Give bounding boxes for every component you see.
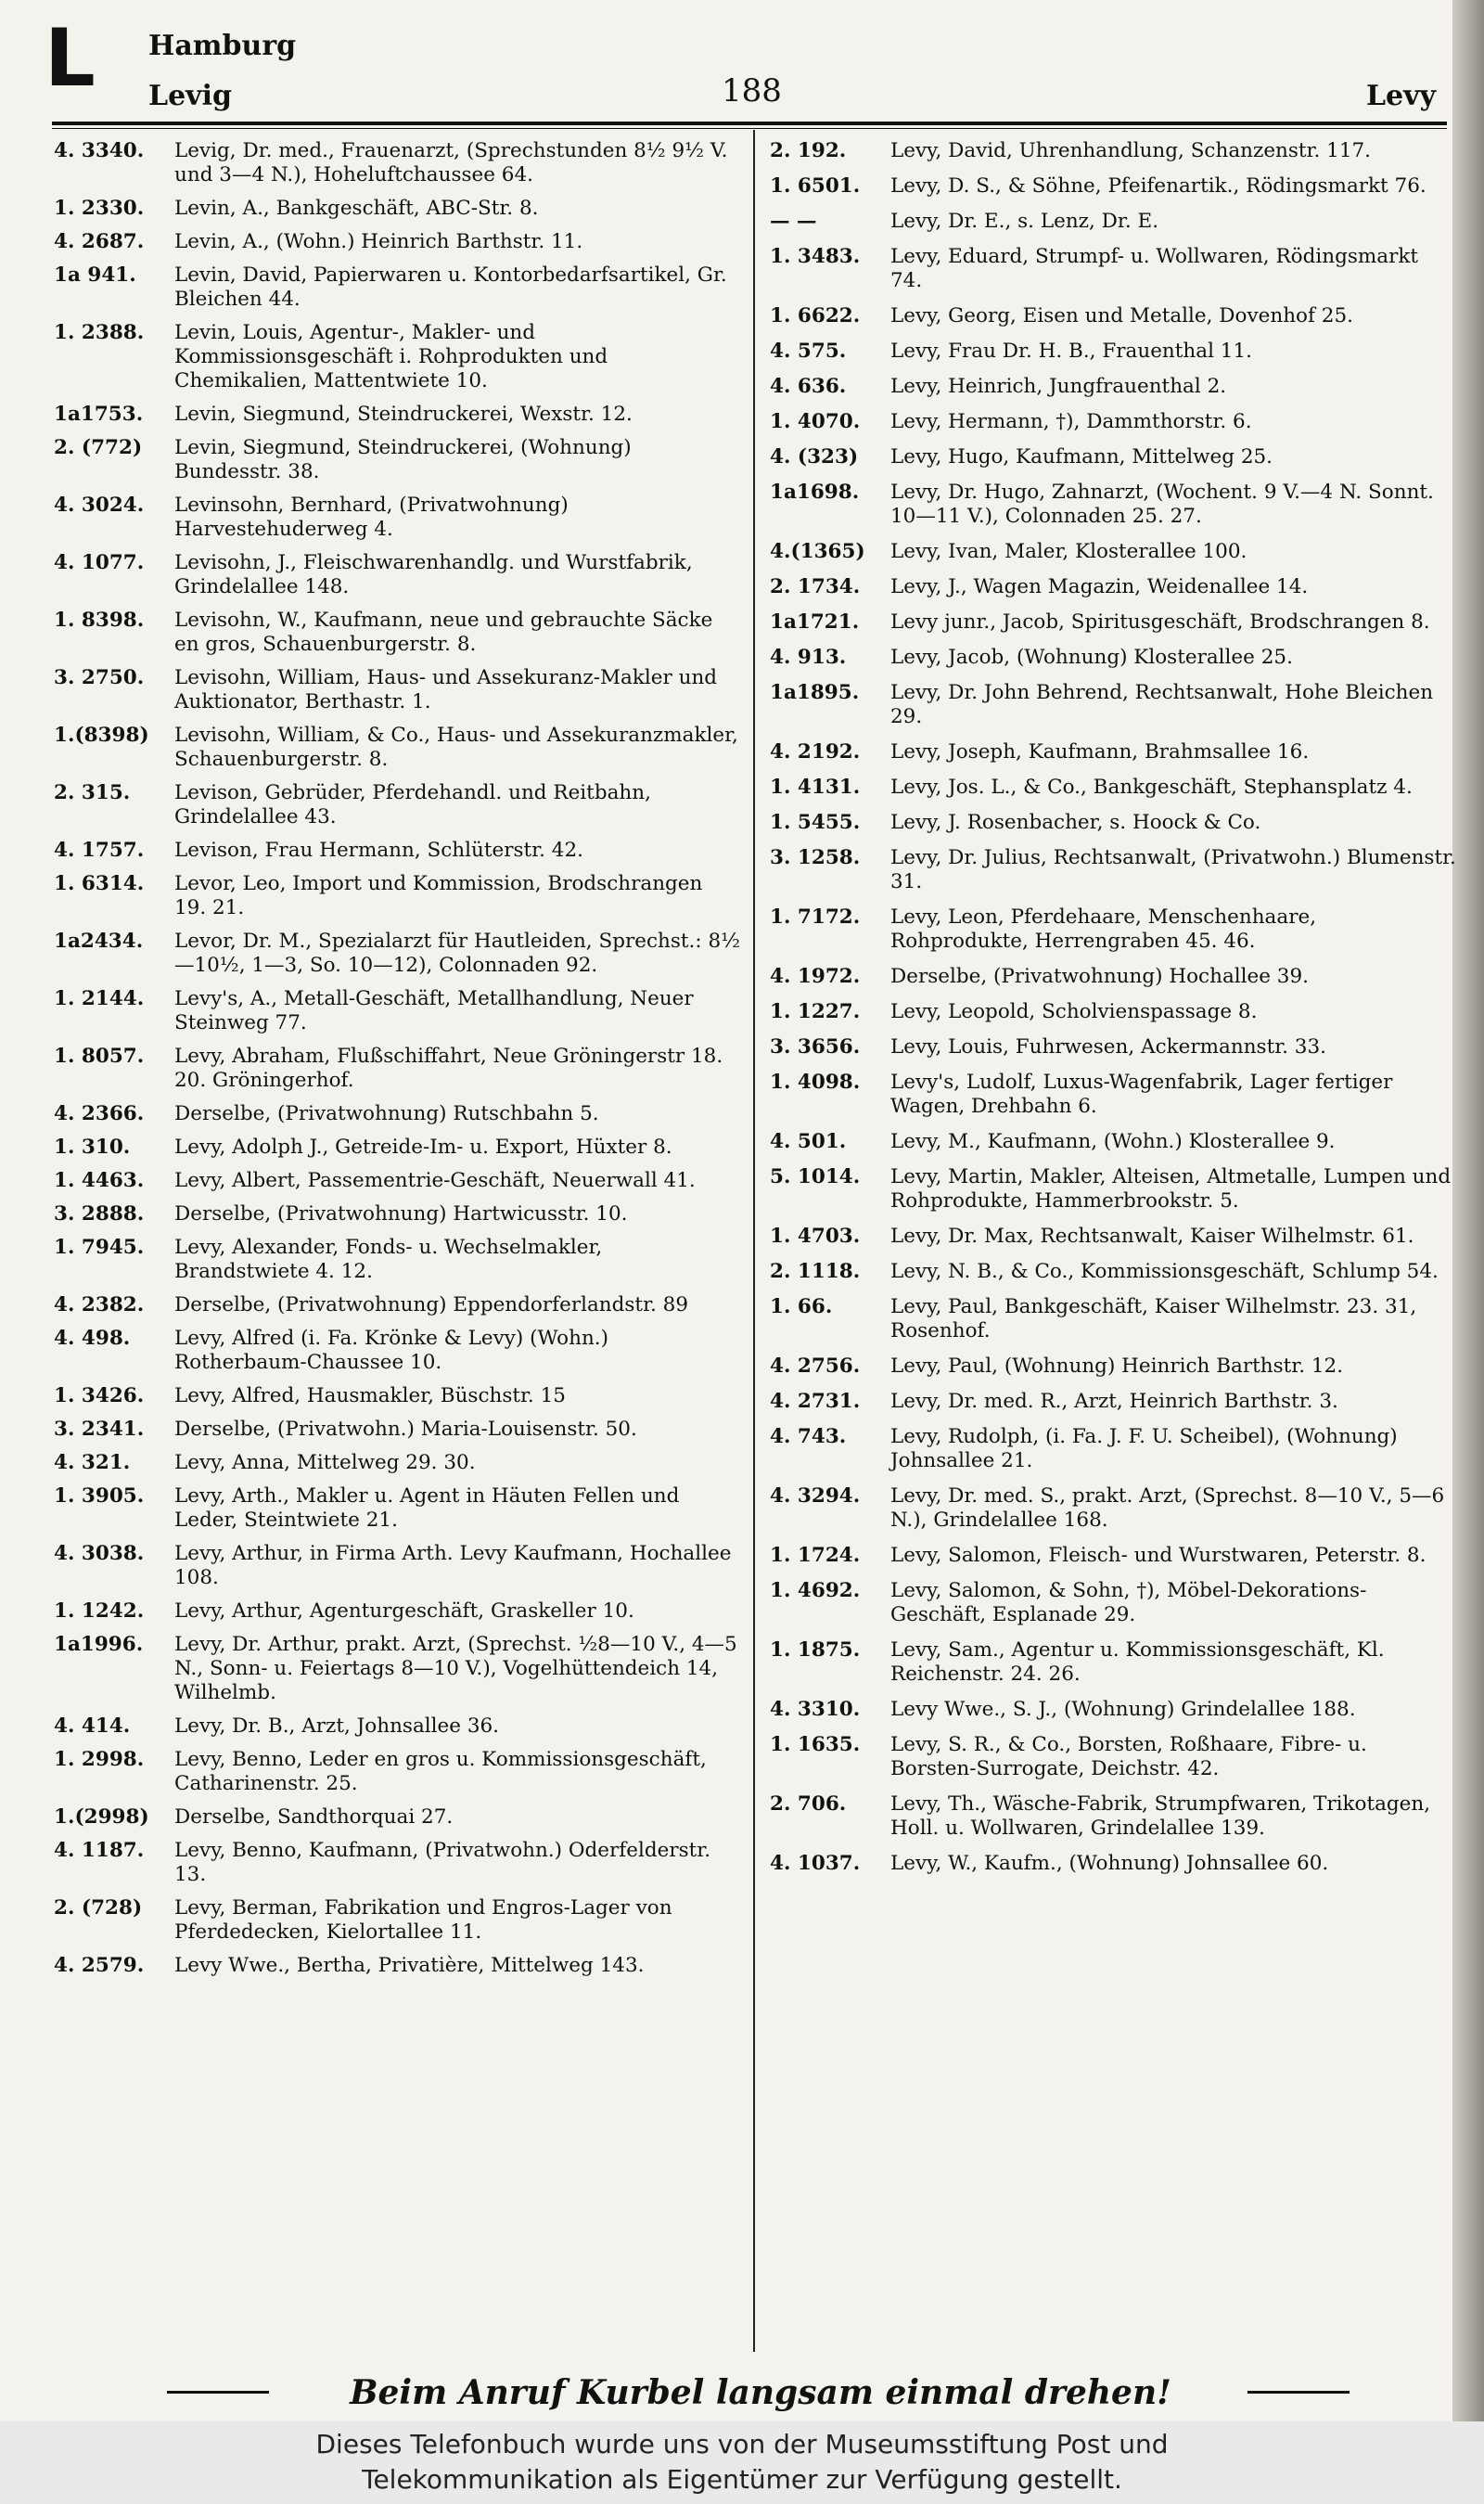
phone-number: 1. 2330. bbox=[54, 197, 145, 220]
phone-number: 3. 2888. bbox=[54, 1202, 145, 1226]
directory-entry bbox=[54, 839, 740, 863]
directory-entry bbox=[54, 1451, 740, 1475]
phone-number: 4. 2192. bbox=[770, 740, 861, 764]
directory-entry bbox=[54, 551, 740, 599]
entry-text: Levy, Arth., Makler u. Agent in Häuten Fellen und Leder, Steintwiete 21. bbox=[174, 1484, 680, 1532]
entry-text: Levin, A., Bankgeschäft, ABC-Str. 8. bbox=[174, 197, 539, 220]
entry-text: Levy, Eduard, Strumpf- u. Wollwaren, Rödingsmarkt 74. bbox=[890, 245, 1419, 292]
phone-number: 1. 1875. bbox=[770, 1638, 861, 1662]
entry-text: Levisohn, J., Fleischwarenhandlg. und Wurstfabrik, Grindelallee 148. bbox=[174, 551, 693, 598]
footer-rule-right bbox=[1247, 2391, 1350, 2394]
directory-entry bbox=[770, 1544, 1456, 1568]
entry-text: Levy, Dr. E., s. Lenz, Dr. E. bbox=[890, 210, 1159, 233]
entry-text: Levy, Alfred (i. Fa. Krönke & Levy) (Wohn.) Rotherbaum-Chaussee 10. bbox=[174, 1327, 609, 1374]
phone-number: 1. 6622. bbox=[770, 304, 861, 327]
entry-text: Levy, Dr. Hugo, Zahnarzt, (Wochent. 9 V.—4 N. Sonnt. 10—11 V.), Colonnaden 25. 27. bbox=[890, 481, 1434, 528]
entry-text: Derselbe, (Privatwohn.) Maria-Louisenstr. 50. bbox=[174, 1418, 637, 1441]
directory-entry bbox=[54, 1484, 740, 1533]
phone-number: 4. 1077. bbox=[54, 551, 145, 574]
directory-entry bbox=[770, 445, 1456, 469]
entry-text: Levy, M., Kaufmann, (Wohn.) Klosterallee 9. bbox=[890, 1130, 1336, 1153]
phone-number: 4. 498. bbox=[54, 1327, 131, 1350]
entry-text: Levy, Dr. med. S., prakt. Arzt, (Sprechst. 8—10 V., 5—6 N.), Grindelallee 168. bbox=[890, 1484, 1445, 1532]
phone-number: 1a1895. bbox=[770, 681, 860, 704]
entry-text: Levy, Dr. Max, Rechtsanwalt, Kaiser Wilhelmstr. 61. bbox=[890, 1225, 1414, 1248]
entry-text: Levy, Arthur, Agenturgeschäft, Graskeller 10. bbox=[174, 1599, 634, 1623]
directory-entry bbox=[54, 139, 740, 187]
phone-number: 1a1721. bbox=[770, 610, 860, 634]
phone-number: 1. 3905. bbox=[54, 1484, 145, 1508]
phone-number: 1. 4070. bbox=[770, 410, 861, 433]
entry-text: Levy Wwe., Bertha, Privatière, Mittelweg 143. bbox=[174, 1954, 645, 1977]
phone-number: 1. 3483. bbox=[770, 245, 861, 268]
entry-text: Levy, Alexander, Fonds- u. Wechselmakler, Brandstwiete 4. 12. bbox=[174, 1236, 603, 1283]
phone-number: 4. 2382. bbox=[54, 1293, 145, 1316]
entry-text: Levy, J. Rosenbacher, s. Hoock & Co. bbox=[890, 811, 1261, 834]
directory-entry bbox=[54, 436, 740, 484]
directory-entry bbox=[770, 610, 1456, 635]
phone-number: 4. 1972. bbox=[770, 965, 861, 988]
directory-entry bbox=[54, 724, 740, 772]
phone-number: 4. 575. bbox=[770, 340, 847, 363]
directory-entry bbox=[770, 811, 1456, 835]
phone-number: 1. 4703. bbox=[770, 1225, 861, 1248]
phone-number: 1.(8398) bbox=[54, 724, 149, 747]
entry-text: Levy, Martin, Makler, Alteisen, Altmetalle, Lumpen und Rohprodukte, Hammerbrookstr. 5. bbox=[890, 1165, 1452, 1213]
phone-number: 1. 4692. bbox=[770, 1579, 861, 1602]
page-number: 188 bbox=[722, 72, 782, 109]
notice-line-1: Dieses Telefonbuch wurde uns von der Museumsstiftung Post und bbox=[315, 2429, 1169, 2459]
directory-entry bbox=[54, 609, 740, 657]
phone-number: 4. 3310. bbox=[770, 1698, 861, 1721]
phone-number: 1. 8398. bbox=[54, 609, 145, 632]
directory-entry bbox=[54, 1714, 740, 1739]
entry-text: Levisohn, William, & Co., Haus- und Assekuranzmakler, Schauenburgerstr. 8. bbox=[174, 724, 738, 771]
entry-text: Levy Wwe., S. J., (Wohnung) Grindelallee 188. bbox=[890, 1698, 1356, 1721]
directory-entry bbox=[54, 1136, 740, 1160]
directory-entry bbox=[770, 174, 1456, 199]
directory-entry bbox=[54, 781, 740, 829]
entry-text: Levy, Dr. Julius, Rechtsanwalt, (Privatwohn.) Blumenstr. 31. bbox=[890, 846, 1456, 893]
directory-entry bbox=[54, 1169, 740, 1193]
entry-text: Levy, W., Kaufm., (Wohnung) Johnsallee 60. bbox=[890, 1852, 1329, 1875]
entry-text: Levy, Jacob, (Wohnung) Klosterallee 25. bbox=[890, 646, 1293, 669]
phone-number: 3. 2750. bbox=[54, 666, 145, 689]
entry-text: Levy, Salomon, Fleisch- und Wurstwaren, Peterstr. 8. bbox=[890, 1544, 1426, 1567]
phone-number: 2. (772) bbox=[54, 436, 143, 459]
entry-text: Levy, Albert, Passementrie-Geschäft, Neuerwall 41. bbox=[174, 1169, 696, 1192]
phone-number: 2. 315. bbox=[54, 781, 131, 804]
entry-text: Levison, Gebrüder, Pferdehandl. und Reitbahn, Grindelallee 43. bbox=[174, 781, 651, 828]
ownership-notice bbox=[0, 2421, 1484, 2504]
phone-number: — — bbox=[770, 210, 817, 233]
directory-entry bbox=[770, 1698, 1456, 1722]
entry-text: Derselbe, Sandthorquai 27. bbox=[174, 1805, 454, 1829]
entry-text: Levison, Frau Hermann, Schlüterstr. 42. bbox=[174, 839, 583, 862]
page-edge-shadow bbox=[1452, 0, 1484, 2421]
phone-number: 1a 941. bbox=[54, 263, 136, 287]
phone-number: 1a1996. bbox=[54, 1633, 144, 1656]
entry-text: Levy, N. B., & Co., Kommissionsgeschäft, Schlump 54. bbox=[890, 1260, 1439, 1283]
phone-number: 1. 1227. bbox=[770, 1000, 861, 1023]
entry-text: Levisohn, William, Haus- und Assekuranz-Makler und Auktionator, Berthastr. 1. bbox=[174, 666, 718, 713]
phone-number: 1. 1724. bbox=[770, 1544, 861, 1567]
entry-text: Levin, Louis, Agentur-, Makler- und Kommissionsgeschäft i. Rohprodukten und Chemikalien, Mattentwiete 10. bbox=[174, 321, 608, 392]
entry-text: Levy's, A., Metall-Geschäft, Metallhandlung, Neuer Steinweg 77. bbox=[174, 987, 694, 1034]
phone-number: 1. 7945. bbox=[54, 1236, 145, 1259]
phone-number: 4. 3340. bbox=[54, 139, 145, 162]
entry-text: Levy, Hugo, Kaufmann, Mittelweg 25. bbox=[890, 445, 1273, 469]
directory-entry bbox=[770, 304, 1456, 328]
directory-entry bbox=[54, 1102, 740, 1126]
phone-number: 4. 2731. bbox=[770, 1390, 861, 1413]
directory-entry bbox=[54, 1896, 740, 1945]
directory-entry bbox=[770, 1260, 1456, 1284]
phone-number: 1. 1242. bbox=[54, 1599, 145, 1623]
entry-text: Levy, Adolph J., Getreide-Im- u. Export, Hüxter 8. bbox=[174, 1136, 672, 1159]
directory-entry bbox=[770, 1425, 1456, 1473]
phone-number: 1. 8057. bbox=[54, 1045, 145, 1068]
phone-number: 2. 1734. bbox=[770, 575, 861, 598]
directory-entry bbox=[54, 230, 740, 254]
header-rule bbox=[52, 122, 1447, 125]
phone-number: 4. 2687. bbox=[54, 230, 145, 253]
phone-number: 1. 4098. bbox=[770, 1071, 861, 1094]
phone-number: 4.(1365) bbox=[770, 540, 865, 563]
entry-text: Levy, Frau Dr. H. B., Frauenthal 11. bbox=[890, 340, 1252, 363]
directory-entry bbox=[770, 1295, 1456, 1343]
phone-number: 4. 913. bbox=[770, 646, 847, 669]
phone-number: 5. 1014. bbox=[770, 1165, 861, 1188]
notice-line-2: Telekommunikation als Eigentümer zur Verfügung gestellt. bbox=[362, 2464, 1122, 2495]
directory-entry bbox=[770, 540, 1456, 564]
phone-number: 2. 192. bbox=[770, 139, 847, 162]
phone-number: 4. 321. bbox=[54, 1451, 131, 1474]
entry-text: Levy, Anna, Mittelweg 29. 30. bbox=[174, 1451, 476, 1474]
directory-entry bbox=[54, 1954, 740, 1978]
phone-number: 4. 414. bbox=[54, 1714, 131, 1738]
entry-text: Levy, Jos. L., & Co., Bankgeschäft, Stephansplatz 4. bbox=[890, 776, 1413, 799]
entry-text: Levy, Benno, Leder en gros u. Kommissionsgeschäft, Catharinenstr. 25. bbox=[174, 1748, 707, 1795]
entry-text: Levy, S. R., & Co., Borsten, Roßhaare, Fibre- u. Borsten-Surrogate, Deichstr. 42. bbox=[890, 1733, 1367, 1780]
directory-entry bbox=[54, 1418, 740, 1442]
phone-number: 4. 3024. bbox=[54, 494, 145, 517]
directory-entry bbox=[770, 481, 1456, 529]
phone-number: 4. 1757. bbox=[54, 839, 145, 862]
phone-number: 1. 3426. bbox=[54, 1384, 145, 1407]
phone-number: 4. 1037. bbox=[770, 1852, 861, 1875]
entry-text: Levy, Abraham, Flußschiffahrt, Neue Gröningerstr 18. 20. Gröningerhof. bbox=[174, 1045, 723, 1092]
phone-number: 1. 4131. bbox=[770, 776, 861, 799]
directory-entry bbox=[54, 197, 740, 221]
phone-number: 4. 2366. bbox=[54, 1102, 145, 1125]
phone-number: 2. 706. bbox=[770, 1792, 847, 1816]
entry-text: Levy, Berman, Fabrikation und Engros-Lager von Pferdedecken, Kielortallee 11. bbox=[174, 1896, 672, 1944]
entry-text: Levisohn, W., Kaufmann, neue und gebrauchte Säcke en gros, Schauenburgerstr. 8. bbox=[174, 609, 713, 656]
directory-entry bbox=[770, 1130, 1456, 1154]
directory-entry bbox=[54, 494, 740, 542]
phone-number: 2. (728) bbox=[54, 1896, 143, 1920]
entry-text: Derselbe, (Privatwohnung) Hartwicusstr. 10. bbox=[174, 1202, 628, 1226]
directory-entry bbox=[770, 245, 1456, 293]
entry-text: Levor, Dr. M., Spezialarzt für Hautleiden, Sprechst.: 8½—10½, 1—3, So. 10—12), Colonnaden 92. bbox=[174, 930, 740, 977]
entry-text: Levinsohn, Bernhard, (Privatwohnung) Harvestehuderweg 4. bbox=[174, 494, 569, 541]
phone-number: 4. 3038. bbox=[54, 1542, 145, 1565]
phone-number: 3. 2341. bbox=[54, 1418, 145, 1441]
directory-entry bbox=[770, 1792, 1456, 1841]
phone-number: 1. 6314. bbox=[54, 872, 145, 895]
entry-text: Levy, D. S., & Söhne, Pfeifenartik., Rödingsmarkt 76. bbox=[890, 174, 1426, 198]
directory-entry bbox=[770, 1071, 1456, 1119]
phone-number: 4. 501. bbox=[770, 1130, 847, 1153]
directory-entry bbox=[770, 681, 1456, 729]
entry-text: Levy, David, Uhrenhandlung, Schanzenstr. 117. bbox=[890, 139, 1372, 162]
phone-number: 1. 2998. bbox=[54, 1748, 145, 1771]
directory-entry bbox=[770, 375, 1456, 399]
entry-text: Levy, Sam., Agentur u. Kommissionsgeschäft, Kl. Reichenstr. 24. 26. bbox=[890, 1638, 1385, 1686]
last-entry-word: Levy bbox=[1365, 80, 1436, 112]
directory-entry bbox=[770, 1035, 1456, 1059]
directory-entry bbox=[770, 1165, 1456, 1213]
entry-text: Levy, Ivan, Maler, Klosterallee 100. bbox=[890, 540, 1247, 563]
section-letter: L bbox=[45, 12, 96, 105]
directory-entry bbox=[54, 1384, 740, 1408]
entry-text: Levy junr., Jacob, Spiritusgeschäft, Brodschrangen 8. bbox=[890, 610, 1430, 634]
phone-number: 1a1698. bbox=[770, 481, 860, 504]
phone-number: 1. 1635. bbox=[770, 1733, 861, 1756]
entry-text: Levy, Georg, Eisen und Metalle, Dovenhof 25. bbox=[890, 304, 1353, 327]
directory-entry bbox=[54, 1748, 740, 1796]
entry-text: Levy, Th., Wäsche-Fabrik, Strumpfwaren, Trikotagen, Holl. u. Wollwaren, Grindelallee 139. bbox=[890, 1792, 1431, 1840]
phone-number: 4. 3294. bbox=[770, 1484, 861, 1508]
directory-entry bbox=[54, 987, 740, 1035]
directory-entry bbox=[770, 1390, 1456, 1414]
page-header bbox=[45, 12, 1436, 128]
city-name: Hamburg bbox=[148, 30, 297, 62]
directory-entry bbox=[770, 740, 1456, 764]
entry-text: Levin, Siegmund, Steindruckerei, Wexstr. 12. bbox=[174, 403, 633, 426]
directory-entry bbox=[770, 1852, 1456, 1876]
entry-text: Levy, Dr. Arthur, prakt. Arzt, (Sprechst. ½8—10 V., 4—5 N., Sonn- u. Feiertags 8—10 V.), Vogelhüttendeich 14, Wilhelmb. bbox=[174, 1633, 737, 1704]
phone-number: 1.(2998) bbox=[54, 1805, 149, 1829]
phone-number: 1. 5455. bbox=[770, 811, 861, 834]
directory-entry bbox=[54, 1327, 740, 1375]
entry-text: Levy, Louis, Fuhrwesen, Ackermannstr. 33. bbox=[890, 1035, 1326, 1059]
phone-number: 1. 66. bbox=[770, 1295, 833, 1318]
entry-text: Levy, Paul, Bankgeschäft, Kaiser Wilhelmstr. 23. 31, Rosenhof. bbox=[890, 1295, 1417, 1342]
directory-entry bbox=[54, 666, 740, 714]
phone-number: 4. 2756. bbox=[770, 1355, 861, 1378]
entry-text: Levy, Alfred, Hausmakler, Büschstr. 15 bbox=[174, 1384, 566, 1407]
phone-number: 1. 2144. bbox=[54, 987, 145, 1010]
directory-entry bbox=[770, 965, 1456, 989]
phone-number: 3. 1258. bbox=[770, 846, 861, 869]
directory-entry bbox=[54, 1805, 740, 1830]
directory-entry bbox=[54, 1202, 740, 1226]
directory-entry bbox=[54, 1045, 740, 1093]
directory-entry bbox=[54, 872, 740, 920]
entry-text: Levin, David, Papierwaren u. Kontorbedarfsartikel, Gr. Bleichen 44. bbox=[174, 263, 727, 311]
directory-entry bbox=[770, 410, 1456, 434]
footer-slogan: Beim Anruf Kurbel langsam einmal drehen! bbox=[350, 2373, 1171, 2412]
directory-entry bbox=[54, 1633, 740, 1705]
entry-text: Levin, A., (Wohn.) Heinrich Barthstr. 11. bbox=[174, 230, 583, 253]
entry-text: Levy, Dr. med. R., Arzt, Heinrich Barthstr. 3. bbox=[890, 1390, 1338, 1413]
directory-entry bbox=[770, 1484, 1456, 1533]
entry-text: Derselbe, (Privatwohnung) Rutschbahn 5. bbox=[174, 1102, 599, 1125]
entry-text: Levy, Heinrich, Jungfrauenthal 2. bbox=[890, 375, 1227, 398]
directory-entry bbox=[770, 1225, 1456, 1249]
directory-entry bbox=[770, 575, 1456, 599]
phone-number: 2. 1118. bbox=[770, 1260, 861, 1283]
directory-entry bbox=[770, 210, 1456, 234]
directory-entry bbox=[770, 139, 1456, 163]
first-entry-word: Levig bbox=[148, 80, 232, 112]
entry-text: Levy, Rudolph, (i. Fa. J. F. U. Scheibel), (Wohnung) Johnsallee 21. bbox=[890, 1425, 1398, 1472]
entry-text: Levy, Salomon, & Sohn, †), Möbel-Dekorations-Geschäft, Esplanade 29. bbox=[890, 1579, 1367, 1626]
directory-entry bbox=[770, 905, 1456, 954]
directory-entry bbox=[770, 1733, 1456, 1781]
column-divider bbox=[753, 130, 755, 2352]
entry-text: Derselbe, (Privatwohnung) Hochallee 39. bbox=[890, 965, 1309, 988]
right-column bbox=[770, 139, 1456, 1887]
entry-text: Levy's, Ludolf, Luxus-Wagenfabrik, Lager fertiger Wagen, Drehbahn 6. bbox=[890, 1071, 1393, 1118]
phone-number: 4. 743. bbox=[770, 1425, 847, 1448]
entry-text: Levor, Leo, Import und Kommission, Brodschrangen 19. 21. bbox=[174, 872, 703, 919]
directory-entry bbox=[54, 1542, 740, 1590]
entry-text: Levy, Arthur, in Firma Arth. Levy Kaufmann, Hochallee 108. bbox=[174, 1542, 732, 1589]
phone-number: 4. 1187. bbox=[54, 1839, 145, 1862]
directory-entry bbox=[770, 846, 1456, 894]
phone-number: 1. 4463. bbox=[54, 1169, 145, 1192]
entry-text: Levy, Paul, (Wohnung) Heinrich Barthstr. 12. bbox=[890, 1355, 1344, 1378]
entry-text: Levy, Leopold, Scholvienspassage 8. bbox=[890, 1000, 1258, 1023]
directory-entry bbox=[770, 340, 1456, 364]
header-rule-thin bbox=[52, 128, 1447, 129]
entry-text: Levin, Siegmund, Steindruckerei, (Wohnung) Bundesstr. 38. bbox=[174, 436, 632, 483]
phone-number: 1. 7172. bbox=[770, 905, 861, 929]
phone-number: 4. 2579. bbox=[54, 1954, 145, 1977]
directory-entry bbox=[770, 646, 1456, 670]
directory-entry bbox=[770, 776, 1456, 800]
entry-text: Levy, Leon, Pferdehaare, Menschenhaare, Rohprodukte, Herrengraben 45. 46. bbox=[890, 905, 1317, 953]
entry-text: Levy, Benno, Kaufmann, (Privatwohn.) Oderfelderstr. 13. bbox=[174, 1839, 711, 1886]
directory-entry bbox=[54, 263, 740, 312]
phone-number: 4. 636. bbox=[770, 375, 847, 398]
phone-number: 4. (323) bbox=[770, 445, 859, 469]
directory-entry bbox=[54, 1293, 740, 1317]
phone-number: 3. 3656. bbox=[770, 1035, 861, 1059]
directory-entry bbox=[54, 403, 740, 427]
footer-rule-left bbox=[167, 2391, 269, 2394]
entry-text: Derselbe, (Privatwohnung) Eppendorferlandstr. 89 bbox=[174, 1293, 689, 1316]
directory-entry bbox=[54, 1599, 740, 1624]
entry-text: Levy, J., Wagen Magazin, Weidenallee 14. bbox=[890, 575, 1309, 598]
entry-text: Levy, Dr. John Behrend, Rechtsanwalt, Hohe Bleichen 29. bbox=[890, 681, 1434, 728]
directory-entry bbox=[54, 1839, 740, 1887]
entry-text: Levy, Joseph, Kaufmann, Brahmsallee 16. bbox=[890, 740, 1310, 764]
left-column bbox=[54, 139, 740, 1987]
phone-number: 1a2434. bbox=[54, 930, 144, 953]
entry-text: Levy, Dr. B., Arzt, Johnsallee 36. bbox=[174, 1714, 500, 1738]
phone-number: 1. 310. bbox=[54, 1136, 131, 1159]
entry-text: Levig, Dr. med., Frauenarzt, (Sprechstunden 8½ 9½ V. und 3—4 N.), Hoheluftchaussee 64. bbox=[174, 139, 728, 186]
directory-entry bbox=[54, 930, 740, 978]
directory-entry bbox=[770, 1000, 1456, 1024]
directory-entry bbox=[54, 321, 740, 393]
directory-entry bbox=[770, 1355, 1456, 1379]
phone-number: 1a1753. bbox=[54, 403, 144, 426]
directory-entry bbox=[54, 1236, 740, 1284]
directory-entry bbox=[770, 1579, 1456, 1627]
phone-number: 1. 2388. bbox=[54, 321, 145, 344]
entry-text: Levy, Hermann, †), Dammthorstr. 6. bbox=[890, 410, 1252, 433]
phone-number: 1. 6501. bbox=[770, 174, 861, 198]
directory-entry bbox=[770, 1638, 1456, 1687]
